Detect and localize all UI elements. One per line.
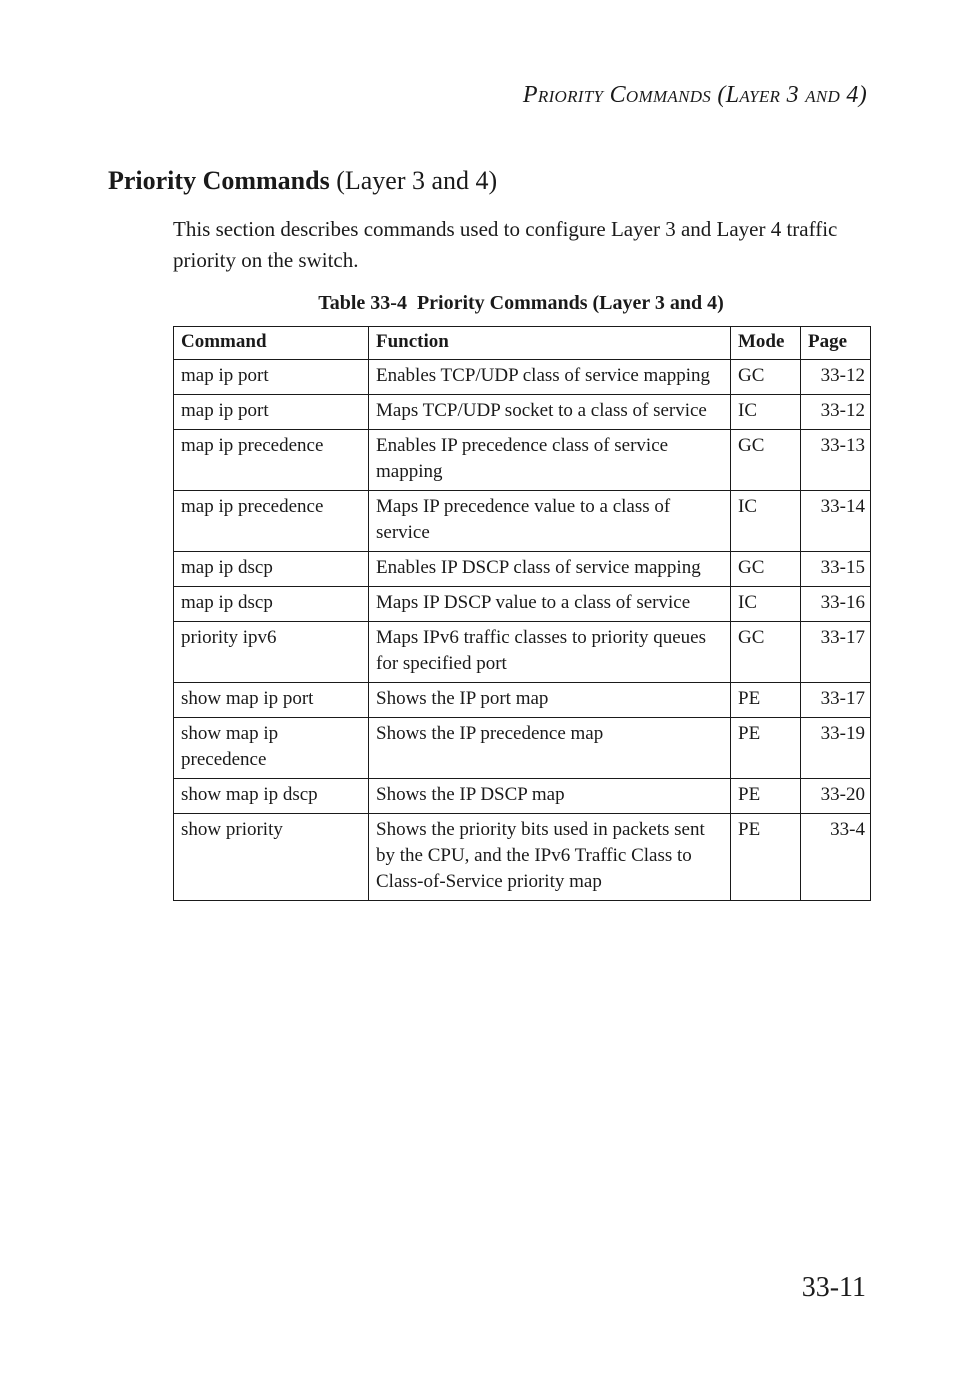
cell-command: show map ip port <box>174 683 369 718</box>
cell-command: show map ip dscp <box>174 779 369 814</box>
cell-mode: PE <box>731 718 801 779</box>
cell-mode: IC <box>731 395 801 430</box>
cell-page: 33-13 <box>801 430 871 491</box>
cell-function: Shows the IP port map <box>369 683 731 718</box>
table-row <box>174 552 871 587</box>
cell-mode: IC <box>731 587 801 622</box>
cell-command: map ip precedence <box>174 491 369 552</box>
cell-mode: GC <box>731 622 801 683</box>
cell-page: 33-15 <box>801 552 871 587</box>
cell-page: 33-20 <box>801 779 871 814</box>
cell-command: priority ipv6 <box>174 622 369 683</box>
cell-mode: GC <box>731 552 801 587</box>
table-row <box>174 718 871 779</box>
cell-page: 33-14 <box>801 491 871 552</box>
cell-function: Shows the IP precedence map <box>369 718 731 779</box>
table-row <box>174 814 871 901</box>
priority-commands-table <box>173 326 871 901</box>
header-command: Command <box>174 327 369 360</box>
cell-mode: PE <box>731 814 801 901</box>
table-row <box>174 491 871 552</box>
cell-function: Shows the IP DSCP map <box>369 779 731 814</box>
cell-page: 33-17 <box>801 622 871 683</box>
table-row <box>174 395 871 430</box>
cell-command: map ip dscp <box>174 587 369 622</box>
cell-function: Maps IP DSCP value to a class of service <box>369 587 731 622</box>
section-title <box>108 166 497 196</box>
cell-mode: GC <box>731 360 801 395</box>
cell-function: Enables IP DSCP class of service mapping <box>369 552 731 587</box>
cell-command: map ip dscp <box>174 552 369 587</box>
cell-mode: GC <box>731 430 801 491</box>
table-row <box>174 779 871 814</box>
cell-page: 33-12 <box>801 395 871 430</box>
cell-page: 33-4 <box>801 814 871 901</box>
table-row <box>174 360 871 395</box>
cell-page: 33-12 <box>801 360 871 395</box>
cell-page: 33-17 <box>801 683 871 718</box>
cell-function: Shows the priority bits used in packets sent by the CPU, and the IPv6 Traffic Class to Class-of-Service priority map <box>369 814 731 901</box>
cell-function: Enables TCP/UDP class of service mapping <box>369 360 731 395</box>
cell-mode: PE <box>731 683 801 718</box>
cell-command: show map ip precedence <box>174 718 369 779</box>
cell-command: map ip port <box>174 395 369 430</box>
section-title-rest: (Layer 3 and 4) <box>336 166 498 195</box>
section-title-bold: Priority Commands <box>108 166 330 195</box>
cell-command: map ip port <box>174 360 369 395</box>
table-row <box>174 622 871 683</box>
cell-page: 33-16 <box>801 587 871 622</box>
cell-function: Enables IP precedence class of service mapping <box>369 430 731 491</box>
header-function: Function <box>369 327 731 360</box>
running-header: PRIORITY COMMANDS (LAYER 3 AND 4) <box>522 82 867 108</box>
table-row <box>174 683 871 718</box>
cell-function: Maps IP precedence value to a class of service <box>369 491 731 552</box>
intro-paragraph: This section describes commands used to configure Layer 3 and Layer 4 traffic priority on the switch. <box>173 217 838 272</box>
table-caption: Table 33-4 Priority Commands (Layer 3 and 4) <box>318 292 724 314</box>
cell-mode: IC <box>731 491 801 552</box>
header-page: Page <box>801 327 871 360</box>
cell-function: Maps IPv6 traffic classes to priority queues for specified port <box>369 622 731 683</box>
page-number: 33-11 <box>801 1272 866 1303</box>
table-header-row <box>174 327 871 360</box>
header-mode: Mode <box>731 327 801 360</box>
cell-page: 33-19 <box>801 718 871 779</box>
cell-command: show priority <box>174 814 369 901</box>
cell-command: map ip precedence <box>174 430 369 491</box>
cell-mode: PE <box>731 779 801 814</box>
table-row <box>174 587 871 622</box>
table-row <box>174 430 871 491</box>
cell-function: Maps TCP/UDP socket to a class of service <box>369 395 731 430</box>
